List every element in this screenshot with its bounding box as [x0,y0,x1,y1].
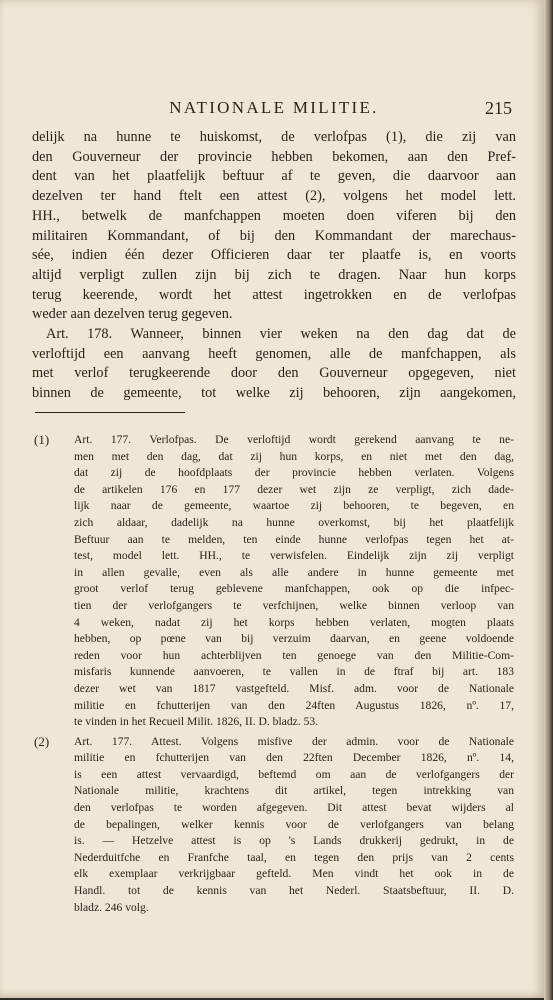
footnote-line: Beftuur aan te melden, ten einde hunne verlofpas tegen het at- [74,532,514,546]
footnote-line: bladz. 246 volg. [74,900,149,914]
page-edge [544,0,553,1000]
page-header [36,98,512,124]
footnote-line: dat zij de hoofdplaats der provincie hebben verlaten. Volgens [74,466,514,480]
body-line: binnen de gemeente, tot welke zij behooren, zijn aangekomen, [32,385,516,402]
running-head: NATIONALE MILITIE. [169,98,379,117]
body-line: HH., betwelk de manfchappen moeten doen viferen bij den [32,207,516,224]
footnote-line: test, model lett. HH., te verwisfelen. Eindelijk zijn zij verpligt [74,549,514,563]
footnote-line: misfaris kunnende aanvoeren, te vallen in de ftraf bij art. 183 [74,665,514,679]
footnote-line: is een attest vervaardigd, beftemd om aan de verlofgangers der [74,767,514,781]
footnote-2 [34,734,514,917]
body-line: dezelven ter hand ftelt een attest (2), volgens het model lett. [32,188,516,205]
body-line: Art. 178. Wanneer, binnen vier weken na den dag dat de [46,326,516,343]
footnote-line: de bepalingen, welker kennis voor de verlofgangers van belang [74,817,514,831]
footnote-line: tien der verlofgangers te verfchijnen, welke binnen verloop van [74,598,514,612]
footnotes [34,432,514,919]
body-line: dent van het plaatfelijk beftuur af te geven, die daarvoor aan [32,168,516,185]
footnote-line: Art. 177. Verlofpas. De verloftijd wordt gerekend aanvang te ne- [74,433,514,446]
footnote-line: elk exemplaar verkrijgbaar gefteld. Men vindt het ook in de [74,867,514,881]
footnote-1 [34,432,514,731]
footnote-line: dezer wet van 1817 vastgefteld. Misf. adm. voor de Nationale [74,681,514,695]
footnote-line: militie en fchutterijen van den 22ften December 1826, nº. 14, [74,751,514,765]
body-line: militairen Kommandant, of bij den Kommandant der marechaus- [32,227,516,244]
footnote-line: men met den dag, dat zij hun korps, en niet met den dag, [74,449,514,463]
body-line: weder aan dezelven terug gegeven. [32,306,233,323]
footnote-line: Nederduitfche en Franfche taal, en tegen den prijs van 2 cents [74,850,514,864]
body-line: altijd verpligt zullen zijn bij zich te dragen. Naar hun korps [32,266,516,283]
footnote-line: hebben, op pœne van bij verzuim daarvan, en geene voldoende [74,632,514,646]
body-text [32,128,516,404]
footnote-marker: (2) [34,733,50,749]
body-line: delijk na hunne te huiskomst, de verlofpas (1), die zij van [32,129,516,145]
footnote-rule [35,412,185,413]
footnote-marker: (1) [34,432,50,447]
footnote-line: te vinden in het Recueil Milit. 1826, II. D. bladz. 53. [74,715,319,729]
footnote-line: in allen gevalle, even als alle andere in hunne gemeente met [74,565,514,579]
footnote-line: Handl. tot de kennis van het Nederl. Staatsbeftuur, II. D. [74,884,514,898]
footnote-line: de artikelen 176 en 177 dezer wet zijn ze verpligt, zich dade- [74,482,514,496]
body-line: verloftijd een aanvang heeft genomen, alle de manfchappen, als [32,345,516,362]
footnote-line: Nationale militie, krachtens dit artikel, tegen intrekking van [74,784,514,798]
footnote-line: is. — Hetzelve attest is op 's Lands drukkerij gedrukt, in de [74,834,514,848]
body-line: terug keerende, wordt het attest ingetrokken en de verlofpas [32,286,516,303]
footnote-line: reden voor hun achterblijven ten genoege van den Militie-Com- [74,648,514,662]
page-number: 215 [485,98,512,118]
footnote-line: militie en fchutterijen van den 24ften Augustus 1826, nº. 17, [74,698,514,712]
footnote-line: Art. 177. Attest. Volgens misfive der admin. voor de Nationale [74,734,514,748]
body-line: sée, indien één dezer Officieren daar ter plaatfe is, en voorts [32,247,516,264]
body-line: met verlof terugkeerende door den Gouverneur opgegeven, niet [32,365,516,382]
body-line: den Gouverneur der provincie hebben bekomen, aan den Pref- [32,148,516,165]
footnote-line: den verlofpas te worden afgegeven. Dit attest bevat wijders al [74,801,514,815]
footnote-line: zich aldaar, dadelijk na hunne overkomst, bij het plaatfelijk [74,515,514,529]
footnote-line: lijk naar de gemeente, waartoe zij behooren, te begeven, en [74,499,514,513]
footnote-line: 4 weken, nadat zij het korps hebben verlaten, mogten plaats [74,615,514,629]
footnote-line: groot verlof terug geblevene manfchappen, ook op die infpec- [74,582,514,596]
